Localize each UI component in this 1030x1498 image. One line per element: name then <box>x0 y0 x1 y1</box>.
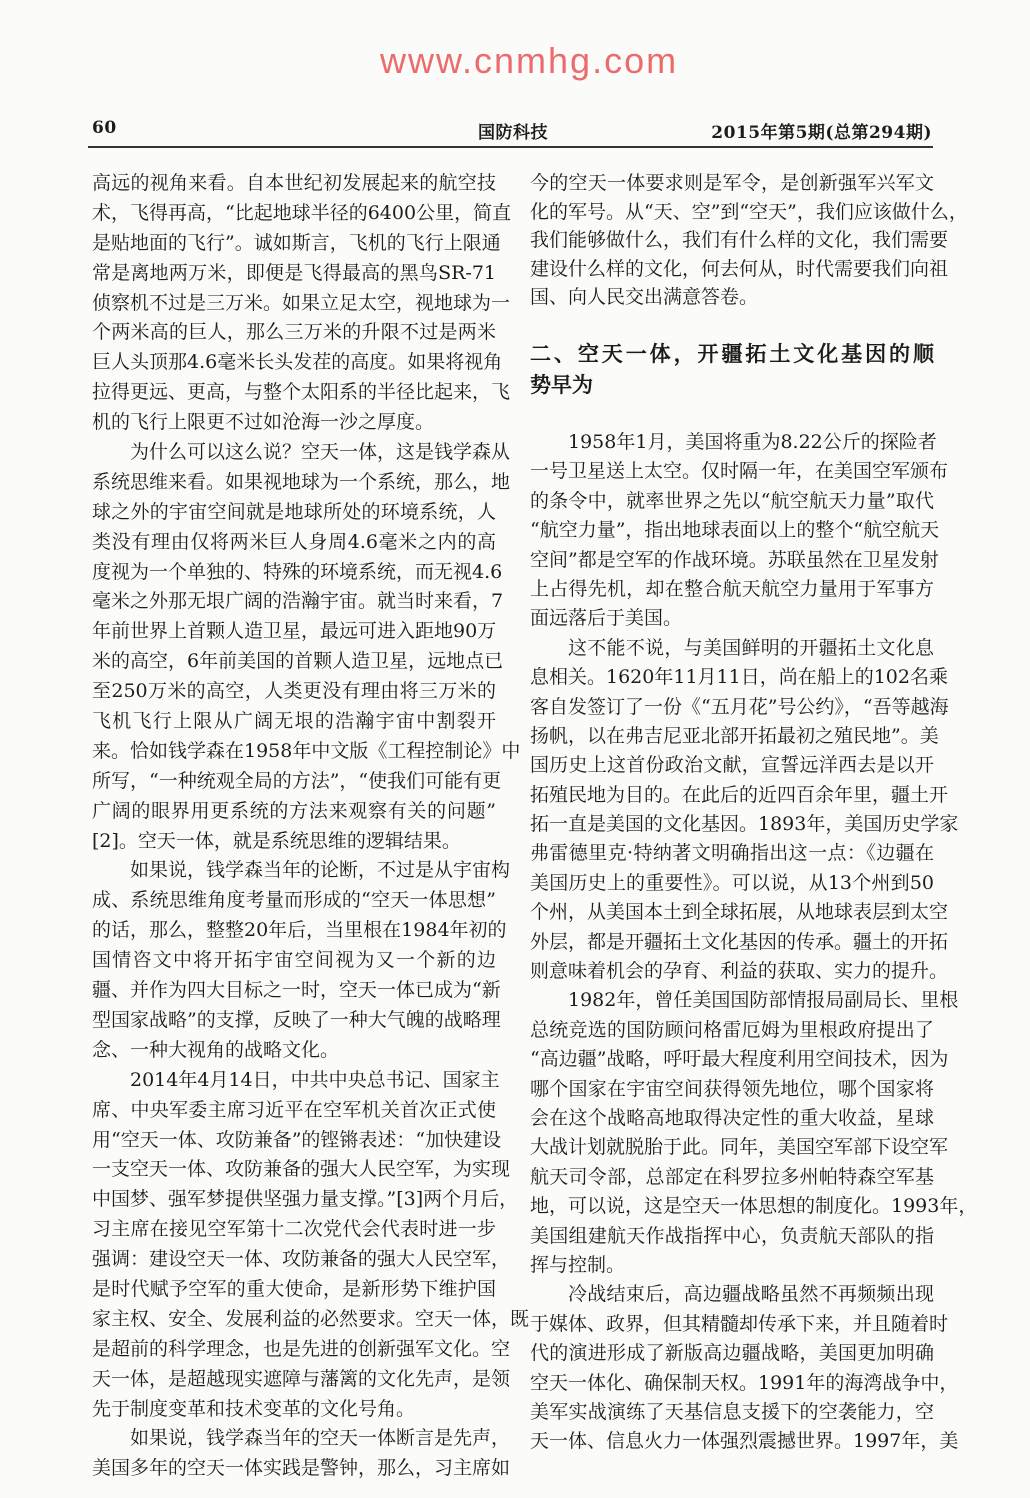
paragraph <box>530 634 959 987</box>
text-line: 上占得先机，却在整合航天航空力量用于军事方 <box>530 577 934 600</box>
text-line: 这不能不说，与美国鲜明的开疆拓土文化息 <box>568 636 934 659</box>
text-line: 米的高空，6年前美国的首颗人造卫星，远地点已 <box>92 650 504 673</box>
text-line: 的话，那么，整整20年后，当里根在1984年初的 <box>92 919 507 942</box>
text-line: 2014年4月14日，中共中央总书记、国家主 <box>130 1068 500 1091</box>
text-line: 美国多年的空天一体实践是警钟，那么，习主席如 <box>92 1457 511 1480</box>
text-line: 是时代赋予空军的重大使命，是新形势下维护国 <box>92 1277 496 1300</box>
text-line: 先于制度变革和技术变革的文化号角。 <box>92 1397 416 1420</box>
watermark: www.cnmhg.com <box>380 40 679 81</box>
section-heading <box>530 338 934 400</box>
text-line: 用“空天一体、攻防兼备”的铿锵表述：“加快建设 <box>92 1128 502 1151</box>
text-line: 代的演进形成了新版高边疆战略，美国更加明确 <box>530 1342 934 1365</box>
paragraph <box>92 169 512 438</box>
text-line: 系统思维来看。如果视地球为一个系统，那么，地 <box>92 470 511 493</box>
text-line: 地，可以说，这是空天一体思想的制度化。1993年， <box>530 1195 978 1218</box>
text-line: 美国历史上的重要性》。可以说，从13个州到50 <box>530 871 934 894</box>
text-line: 客自发签订了一份《“五月花”号公约》，“吾等越海 <box>530 695 949 718</box>
text-line: 如果说，钱学森当年的论断，不过是从宇宙构 <box>130 859 511 882</box>
text-line: 侦察机不过是三万米。如果立足太空，视地球为一 <box>92 291 511 314</box>
text-line: 术，飞得再高，“比起地球半径的6400公里，简直 <box>92 201 512 224</box>
text-line: 毫米之外那无垠广阔的浩瀚宇宙。就当时来看，7 <box>92 590 504 613</box>
text-line: 空天一体化、确保制天权。1991年的海湾战争中， <box>530 1371 959 1394</box>
text-line: 空间”都是空军的作战环境。苏联虽然在卫星发射 <box>530 548 939 571</box>
text-line: 习主席在接见空军第十二次党代会代表时进一步 <box>92 1218 496 1241</box>
text-line: 美军实战演练了天基信息支援下的空袭能力，空 <box>530 1400 934 1423</box>
journal-title: 国防科技 <box>478 123 548 143</box>
text-line: 于媒体、政界，但其精髓却传承下来，并且随着时 <box>530 1312 949 1335</box>
text-line: 会在这个战略高地取得决定性的重大收益，星球 <box>530 1106 934 1129</box>
paragraph <box>530 428 949 634</box>
text-line: 强调：建设空天一体、攻防兼备的强大人民空军， <box>92 1248 511 1271</box>
text-line: 家主权、安全、发展利益的必然要求。空天一体，既 <box>92 1307 530 1330</box>
text-line: 拓殖民地为目的。在此后的近四百余年里，疆土开 <box>530 783 949 806</box>
text-line: 外层，都是开疆拓土文化基因的传承。疆土的开拓 <box>530 930 949 953</box>
issue-info: 2015年第5期(总第294期) <box>711 123 932 143</box>
text-line: 度视为一个单独的、特殊的环境系统，而无视4.6 <box>92 560 503 583</box>
paragraph <box>92 438 521 856</box>
page-number: 60 <box>92 118 117 138</box>
left-column <box>92 169 530 1484</box>
text-line: 型国家战略”的支撑，反映了一种大气魄的战略理 <box>92 1008 501 1031</box>
text-line: 念、一种大视角的战略文化。 <box>92 1038 340 1061</box>
text-line: 如果说，钱学森当年的空天一体断言是先声， <box>130 1427 511 1450</box>
text-line: 席、中央军委主席习近平在空军机关首次正式使 <box>92 1098 496 1121</box>
text-line: 面远落后于美国。 <box>530 607 683 630</box>
text-line: “高边疆”战略，呼吁最大程度利用空间技术，因为 <box>530 1048 949 1071</box>
text-line: 我们能够做什么，我们有什么样的文化，我们需要 <box>530 229 949 252</box>
text-line: 大战计划就脱胎于此。同年，美国空军部下设空军 <box>530 1136 949 1159</box>
right-column-body <box>530 428 978 1457</box>
text-line: 美国组建航天作战指挥中心，负责航天部队的指 <box>530 1224 934 1247</box>
text-line: 所写，“一种统观全局的方法”，“使我们可能有更 <box>92 769 502 792</box>
text-line: 建设什么样的文化，何去何从，时代需要我们向祖 <box>530 257 949 280</box>
text-line: 拓一直是美国的文化基因。1893年，美国历史学家 <box>530 813 959 836</box>
text-line: 机的飞行上限更不过如沧海一沙之厚度。 <box>92 411 435 434</box>
text-line: 化的军号。从“天、空”到“空天”，我们应该做什么， <box>530 200 968 223</box>
text-line: 中国梦、强军梦提供坚强力量支撑。”[3]两个月后， <box>92 1188 519 1211</box>
text-line: [2]。空天一体，就是系统思维的逻辑结果。 <box>92 829 461 852</box>
right-column-top <box>530 169 968 312</box>
text-line: “航空力量”，指出地球表面以上的整个“航空航天 <box>530 519 940 542</box>
text-line: 为什么可以这么说？空天一体，这是钱学森从 <box>130 441 511 464</box>
paragraph <box>92 856 511 1065</box>
text-line: 则意味着机会的孕育、利益的获取、实力的提升。 <box>530 960 949 983</box>
text-line: 1982年，曾任美国国防部情报局副局长、里根 <box>568 989 959 1012</box>
text-line: 个州，从美国本土到全球拓展，从地球表层到太空 <box>530 901 949 924</box>
text-line: 国、向人民交出满意答卷。 <box>530 286 759 309</box>
text-line: 弗雷德里克·特纳著文明确指出这一点：《边疆在 <box>530 842 934 865</box>
paragraph <box>530 1280 959 1456</box>
text-line: 息相关。1620年11月11日，尚在船上的102名乘 <box>530 666 948 689</box>
text-line: 至250万米的高空，人类更没有理由将三万米的 <box>92 680 496 703</box>
heading-line: 势早为 <box>530 372 593 397</box>
text-line: 是超前的科学理念，也是先进的创新强军文化。空 <box>92 1337 511 1360</box>
paragraph <box>530 169 968 312</box>
text-line: 年前世界上首颗人造卫星，最远可进入距地90万 <box>92 620 497 643</box>
text-line: 国情咨文中将开拓宇宙空间视为又一个新的边 <box>92 949 496 972</box>
text-line: 冷战结束后，高边疆战略虽然不再频频出现 <box>568 1283 934 1306</box>
text-line: 今的空天一体要求则是军令，是创新强军兴军文 <box>530 172 934 194</box>
text-line: 是贴地面的飞行”。诚如斯言，飞机的飞行上限通 <box>92 231 501 254</box>
text-line: 拉得更远、更高，与整个太阳系的半径比起来，飞 <box>92 381 511 404</box>
text-line: 疆、并作为四大目标之一时，空天一体已成为“新 <box>92 979 501 1002</box>
paragraph <box>530 986 978 1280</box>
text-line: 哪个国家在宇宙空间获得领先地位，哪个国家将 <box>530 1077 934 1100</box>
paragraph <box>92 1424 511 1484</box>
header-rule <box>88 146 933 148</box>
text-line: 的条令中，就率世界之先以“航空航天力量”取代 <box>530 489 934 512</box>
text-line: 成、系统思维角度考量而形成的“空天一体思想” <box>92 889 496 912</box>
text-line: 广阔的眼界用更系统的方法来观察有关的问题” <box>92 799 496 822</box>
text-line: 天一体、信息火力一体强烈震撼世界。1997年，美 <box>530 1430 959 1453</box>
text-line: 扬帆，以在弗吉尼亚北部开拓最初之殖民地”。美 <box>530 724 939 747</box>
heading-line: 二、空天一体，开疆拓土文化基因的顺 <box>530 341 934 366</box>
text-line: 一号卫星送上太空。仅时隔一年，在美国空军颁布 <box>530 460 949 483</box>
text-line: 飞机飞行上限从广阔无垠的浩瀚宇宙中割裂开 <box>92 710 496 733</box>
text-line: 国历史上这首份政治文献，宣誓远洋西去是以开 <box>530 754 934 777</box>
paragraph <box>92 1066 530 1425</box>
text-line: 一支空天一体、攻防兼备的强大人民空军，为实现 <box>92 1158 511 1181</box>
text-line: 天一体，是超越现实遮障与藩篱的文化先声，是领 <box>92 1367 511 1390</box>
text-line: 个两米高的巨人，那么三万米的升限不过是两米 <box>92 321 496 344</box>
text-line: 巨人头顶那4.6毫米长头发茬的高度。如果将视角 <box>92 351 503 374</box>
text-line: 1958年1月，美国将重为8.22公斤的探险者 <box>568 431 937 453</box>
text-line: 总统竞选的国防顾问格雷厄姆为里根政府提出了 <box>530 1018 934 1041</box>
text-line: 球之外的宇宙空间就是地球所处的环境系统，人 <box>92 500 496 523</box>
text-line: 高远的视角来看。自本世纪初发展起来的航空技 <box>92 172 496 194</box>
text-line: 航天司令部，总部定在科罗拉多州帕特森空军基 <box>530 1165 934 1188</box>
text-line: 挥与控制。 <box>530 1253 626 1276</box>
text-line: 常是离地两万米，即便是飞得最高的黑鸟SR-71 <box>92 261 496 284</box>
text-line: 类没有理由仅将两米巨人身周4.6毫米之内的高 <box>92 530 496 553</box>
text-line: 来。恰如钱学森在1958年中文版《工程控制论》中 <box>92 739 521 762</box>
